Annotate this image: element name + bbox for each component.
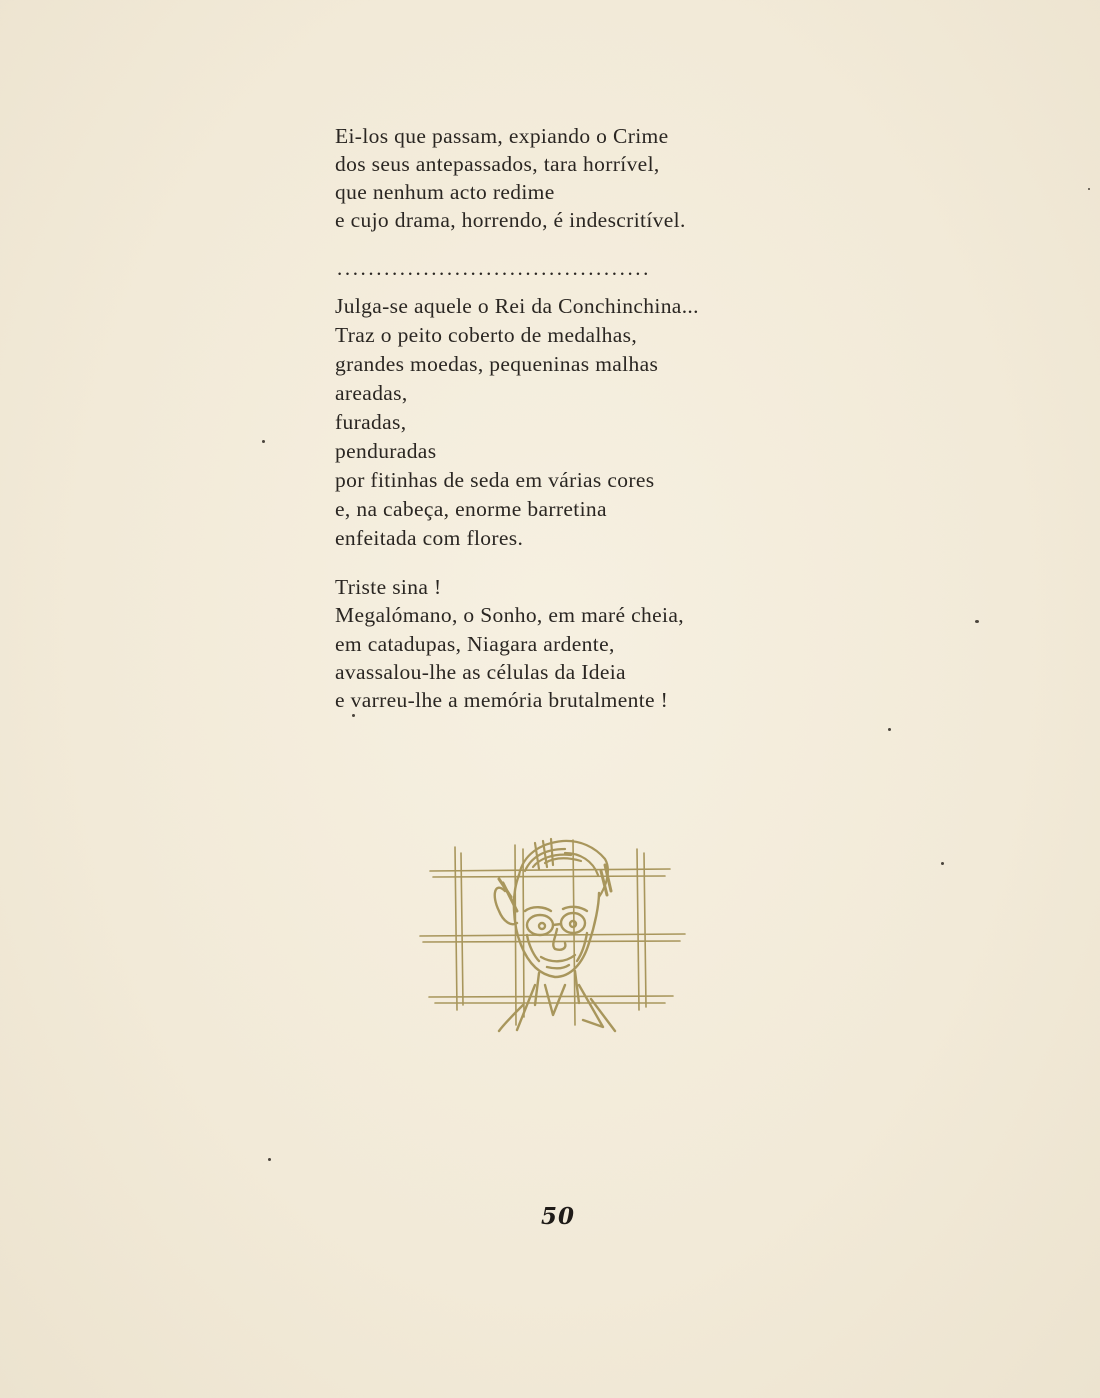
verse-line: e cujo drama, horrendo, é indescritível. [335, 208, 686, 232]
verse-line: areadas, [335, 381, 408, 405]
paper-speck [1088, 188, 1090, 190]
paper-speck [268, 1158, 271, 1161]
verse-line: Traz o peito coberto de medalhas, [335, 323, 638, 347]
verse-line: furadas, [335, 410, 407, 434]
verse-line: penduradas [335, 439, 437, 463]
portrait-sketch-icon [415, 835, 690, 1035]
verse-line: em catadupas, Niagara ardente, [335, 631, 615, 656]
verse-line: e, na cabeça, enorme barretina [335, 497, 607, 521]
paper-speck [352, 714, 355, 717]
verse-line: e varreu-lhe a memória brutalmente ! [335, 688, 669, 713]
verse-line: que nenhum acto redime [335, 180, 555, 204]
verse-line: Megalómano, o Sonho, em maré cheia, [335, 603, 684, 628]
verse-line: por fitinhas de seda em várias cores [335, 468, 655, 492]
paper-speck [975, 620, 979, 623]
stanza-2 [335, 292, 699, 553]
verse-line: Triste sina ! [335, 575, 442, 599]
verse-line: Julga-se aquele o Rei da Conchinchina... [335, 294, 699, 318]
dotted-separator: ........................................ [337, 256, 651, 280]
verse-line: avassalou-lhe as células da Ideia [335, 659, 626, 684]
verse-line: enfeitada com flores. [335, 526, 524, 550]
paper-speck [888, 728, 891, 731]
page-number: 50 [540, 1203, 575, 1230]
stanza-1 [335, 122, 686, 234]
paper-speck [941, 862, 944, 865]
paper-speck [262, 440, 265, 443]
verse-line: dos seus antepassados, tara horrível, [335, 152, 660, 176]
verse-line: Ei-los que passam, expiando o Crime [335, 124, 669, 148]
stanza-3 [335, 573, 684, 714]
verse-line: grandes moedas, pequeninas malhas [335, 352, 659, 376]
